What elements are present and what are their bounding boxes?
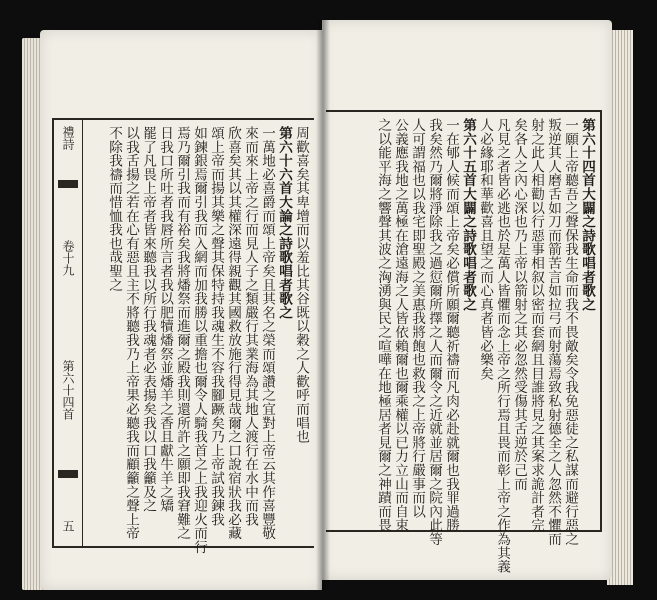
text-column: 頌上帝而揚其樂之聲其保特持我魂生不容我腳蹶矣乃上帝試我鍊我 [208, 126, 224, 527]
text-column: 矣各人之內心深也乃上帝以箭射之其必忽然受傷其舌逆於己而 [511, 118, 527, 491]
text-column: 射之此人相勸以行惡事相叙以密而套網且目誰將見之其案求詭計者完 [528, 118, 544, 532]
fishtail-ornament-bottom [58, 470, 78, 478]
text-column: 公義應我地之萬極在滄遠海之人皆依賴爾也爾乘權以已力立山而自束 [392, 118, 408, 532]
text-column: 人必緣耶和華歡喜且望之而心真者皆必樂矣 [477, 118, 493, 381]
psalm-heading: 第六十六首大論之詩歌唱者歌之 [276, 126, 292, 320]
text-column: 叛逆其人磨舌如刀而箭苦言如拉弓而射蕩焉致私射德全之人忽然不懼而 [545, 118, 561, 546]
text-column: 罷了凡畏上帝者皆來聽我以所行我魂者必表揚矣我以口我籲及之 [140, 126, 156, 513]
right-page-frame [326, 110, 602, 574]
margin-volume: 卷十九 [61, 240, 75, 276]
text-column: 如鍊銀焉爾引我而入網而加我勝以重擔也爾令人騎我首之上我迎火而行 [191, 126, 207, 554]
right-text-body [332, 118, 595, 574]
text-column: 一願上帝聽吾之聲保我生命而我不畏敵矣令我免惡徒之私謀而避行惡之 [562, 118, 578, 546]
text-column: 我矣然乃爾將淨除我之過愆爾所擇之人而爾令之近就並居爾之院內此等 [426, 118, 442, 546]
text-column: 一在郇人候而頌上帝矣必償所願爾聽祈禱而凡肉必赴就爾也我罪過勝 [443, 118, 459, 532]
margin-page-number: 五 [61, 520, 75, 532]
text-column: 欣喜矣其以其權深遠得親觀其國救放施行得見哉爾之口說宿狀我必藏 [225, 126, 241, 540]
right-page [322, 20, 612, 580]
margin-book-title: 禮詩 [61, 126, 75, 150]
fishtail-ornament-top [58, 180, 78, 188]
text-column: 以我舌揚之若在心有惡且主不將聽我乃上帝果必聽我而顧籲之聲上帝 [123, 126, 139, 540]
margin-column [54, 120, 83, 546]
book-gutter [316, 20, 330, 590]
text-column: 周歡喜矣其卑增而以羞比其谷既以穀之人歡呼而唱也 [293, 126, 309, 444]
left-page-frame [52, 118, 314, 554]
text-column: 日我口所吐者我唇所言者我以肥犢燔祭並燔羊之香且獻牛羊之矯 [157, 126, 173, 513]
text-column: 來而來上帝之行而見人子之類嚴行其業海為其地人渡行在水中而我 [242, 126, 258, 527]
psalm-heading: 第六十四首大闢之詩歌唱者歌之 [579, 118, 595, 312]
text-column: 人可謂福也以我宅即聖殿之美惠我將飽也救我之上帝將行嚴事而以 [409, 118, 425, 519]
text-column: 之以能平海之響聲其波之洶湧與民之喧嘩在地極居者見爾之神蹟而畏 [375, 118, 391, 532]
text-column: 凡見之者皆必逃也於是萬人皆懼而念上帝之所行焉且畏而彰上帝之作為其義 [494, 118, 510, 574]
text-column: 不除我禱而惜恤我也哉聖之 [106, 126, 122, 292]
text-column: 焉乃爾引我而有裕矣我將燔祭而進爾之殿我則還所許之願即我窘難之 [174, 126, 190, 540]
left-page [40, 30, 322, 590]
left-text-body [88, 126, 309, 554]
margin-folio: 第六十四首 [61, 360, 75, 420]
psalm-heading: 第六十五首大闢之詩歌唱者歌之 [460, 118, 476, 312]
text-column: 一萬地必喜爵而頌上帝矣且其名之榮而頌讚之宜對上帝云其作喜豐敬 [259, 126, 275, 540]
